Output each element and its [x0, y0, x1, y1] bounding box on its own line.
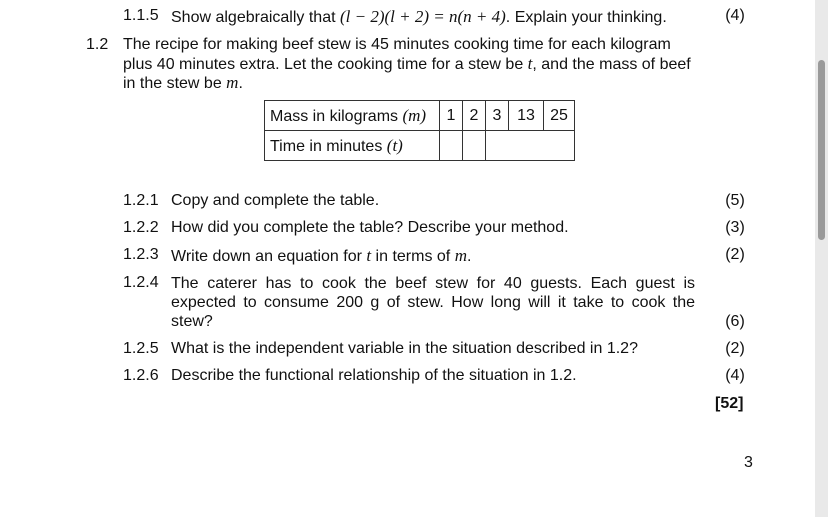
- table-row-mass: [265, 101, 575, 131]
- question-marks: (4): [725, 367, 745, 384]
- time-cell-blank: [486, 131, 575, 161]
- question-text: What is the independent variable in the situation described in 1.2?: [171, 340, 638, 357]
- question-1-2-text: The recipe for making beef stew is 45 minutes cooking time for each kilogram plus 40 minutes extra. Let the cooking time for a stew be t, and the mass of beef in the stew be m.: [123, 36, 691, 92]
- question-marks: (3): [725, 219, 745, 236]
- mass-row-header: Mass in kilograms (m): [265, 101, 440, 131]
- mass-cell: 2: [463, 101, 486, 131]
- time-cell-blank: [440, 131, 463, 161]
- time-cell-blank: [463, 131, 486, 161]
- question-number: 1.2.5: [123, 340, 159, 357]
- mass-cell: 25: [544, 101, 575, 131]
- question-number: 1.2.6: [123, 367, 159, 384]
- question-number-1-1-5: 1.1.5: [123, 7, 159, 24]
- question-text: Write down an equation for t in terms of m.: [171, 246, 472, 265]
- question-marks: (5): [725, 192, 745, 209]
- question-marks: (2): [725, 340, 745, 357]
- question-text: The caterer has to cook the beef stew for 40 guests. Each guest is expected to consume 200 g of stew. How long will it take to cook the stew?: [171, 275, 695, 330]
- table-row-time: [265, 131, 575, 161]
- mass-cell: 13: [509, 101, 544, 131]
- page-number: 3: [744, 454, 753, 471]
- mass-time-table: [264, 100, 575, 161]
- question-number: 1.2.4: [123, 274, 159, 291]
- scrollbar-thumb[interactable]: [818, 60, 825, 240]
- question-text: Copy and complete the table.: [171, 192, 380, 209]
- question-number: 1.2.3: [123, 246, 159, 263]
- question-number-1-2: 1.2: [86, 36, 109, 53]
- question-marks: (2): [725, 246, 745, 263]
- algebraic-expression: (l − 2)(l + 2) = n(n + 4): [339, 7, 506, 26]
- marks-1-1-5: (4): [725, 7, 745, 24]
- question-1-1-5-text: Show algebraically that (l − 2)(l + 2) = n(n + 4). Explain your thinking.: [171, 7, 667, 26]
- total-marks: [52]: [715, 395, 744, 412]
- scrollbar-track[interactable]: [815, 0, 828, 517]
- question-number: 1.2.2: [123, 219, 159, 236]
- question-text: Describe the functional relationship of the situation in 1.2.: [171, 367, 577, 384]
- question-number: 1.2.1: [123, 192, 159, 209]
- mass-cell: 1: [440, 101, 463, 131]
- mass-cell: 3: [486, 101, 509, 131]
- question-text: How did you complete the table? Describe your method.: [171, 219, 569, 236]
- question-marks: (6): [725, 313, 745, 330]
- time-row-header: Time in minutes (t): [265, 131, 440, 161]
